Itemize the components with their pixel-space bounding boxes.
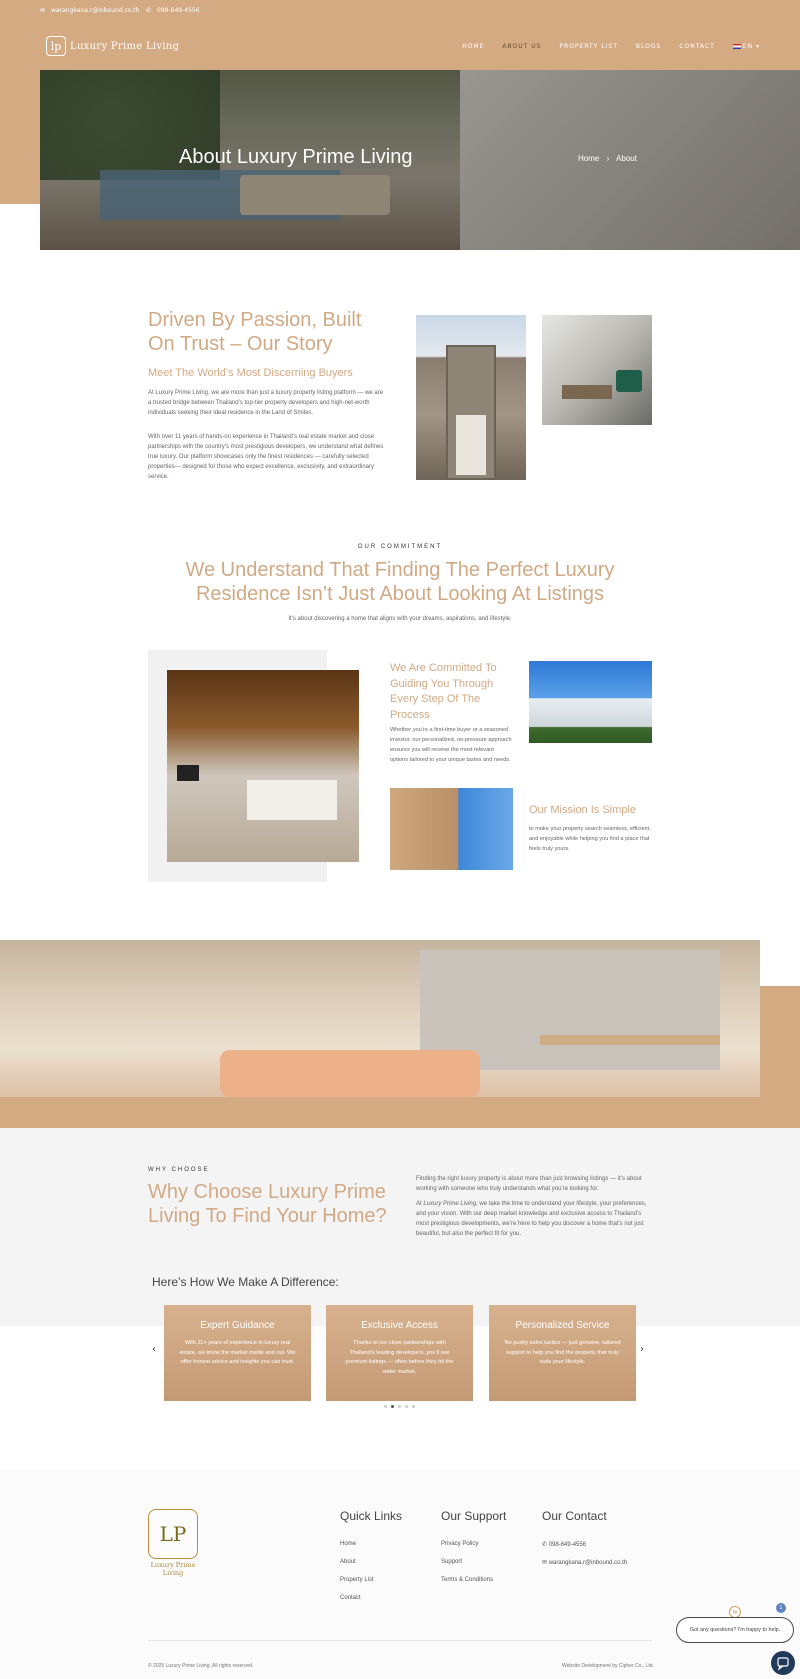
story-paragraph-2: With over 11 years of hands-on experience in Thailand’s real estate market and close partnerships with the country’s most prestigious developers, we understand what defines true luxury. Our platform showcases only the finest residences — carefully selected properties— designed for those who expect excellence, exclusivity, and extraordinary service. xyxy=(148,434,384,480)
why-p2-rest: , we take the time to understand your lifestyle, your preferences, and your vision. With our deep market knowledge and exclusive access to Thailand’s most prestigious developments, we’re here to help you discover a home that’s not just beautiful, but also the perfect fit for you. xyxy=(416,1201,647,1237)
card-text: With 11+ years of experience in luxury real estate, we know the market inside and out. We offer honest advice and insights you can trust. xyxy=(179,1340,296,1366)
card-text: Thanks to our close partnerships with Thailand’s leading developers, you’ll see premium listings — often before they hit the wider market. xyxy=(345,1340,454,1375)
why-eyebrow: WHY CHOOSE xyxy=(148,1167,210,1173)
commitment-block2-title: Our Mission Is Simple xyxy=(529,804,636,816)
why-paragraph-2 xyxy=(416,1199,652,1239)
carousel-next-button[interactable]: › xyxy=(640,1344,644,1355)
nav-property-list[interactable]: PROPERTY LIST xyxy=(559,43,618,50)
chat-prompt[interactable]: Got any questions? I'm happy to help. xyxy=(676,1617,794,1643)
chevron-down-icon: ▾ xyxy=(755,43,760,50)
site-header xyxy=(0,24,800,70)
phone-icon: ✆ xyxy=(146,7,152,14)
commitment-block1-title: We Are Committed To Guiding You Through Every Step Of The Process xyxy=(390,662,497,721)
commitment-eyebrow: OUR COMMITMENT xyxy=(357,544,443,550)
carousel-dot[interactable] xyxy=(398,1405,401,1408)
carousel-dot[interactable] xyxy=(384,1405,387,1408)
decor-block-right xyxy=(760,986,800,1128)
card-title: Expert Guidance xyxy=(200,1320,275,1331)
why-p2-prefix: At xyxy=(416,1201,424,1207)
chat-avatar-icon: lp xyxy=(729,1606,741,1618)
logo-text[interactable]: Luxury Prime Living xyxy=(70,41,180,52)
support-title: Our Support xyxy=(441,1509,507,1523)
footer-phone-text: 098-649-4556 xyxy=(548,1542,587,1548)
language-label: EN xyxy=(742,43,754,50)
nav-blogs[interactable]: BLOGS xyxy=(635,43,662,50)
developer-credit[interactable]: Website Development by Cipher Co., Ltd. xyxy=(562,1663,654,1669)
chat-launcher-button[interactable] xyxy=(771,1651,795,1675)
footer-email[interactable] xyxy=(542,1559,627,1566)
card-exclusive-access xyxy=(326,1305,473,1401)
footer-link-home[interactable]: Home xyxy=(340,1541,357,1547)
story-building-photo xyxy=(416,315,526,480)
hero-overlay xyxy=(40,70,800,250)
breadcrumb-separator: › xyxy=(606,154,610,163)
breadcrumb-home[interactable]: Home xyxy=(578,154,600,163)
topbar-phone-text: 098-649-4556 xyxy=(157,7,200,14)
story-living-room-photo xyxy=(542,315,652,425)
bedroom-photo xyxy=(167,670,359,862)
carousel-dot[interactable] xyxy=(405,1405,408,1408)
carousel-dot[interactable] xyxy=(412,1405,415,1408)
footer-logo-line2: Living xyxy=(162,1569,184,1577)
top-bar xyxy=(0,0,800,24)
why-paragraph-1: Finding the right luxury property is about more than just browsing listings — it’s about working with someone who truly understands what you’re looking for. xyxy=(416,1176,642,1192)
footer-phone[interactable] xyxy=(542,1541,586,1548)
footer-logo-icon[interactable]: LP xyxy=(148,1509,198,1559)
carousel-dots xyxy=(384,1405,415,1408)
card-title: Exclusive Access xyxy=(361,1320,438,1331)
nav-about-us[interactable]: ABOUT US xyxy=(502,43,542,50)
main-nav xyxy=(462,43,760,50)
carousel-prev-button[interactable]: ‹ xyxy=(152,1344,156,1355)
footer-link-property-list[interactable]: Property List xyxy=(340,1577,374,1583)
difference-title: Here’s How We Make A Difference: xyxy=(152,1275,339,1289)
decor-block-bottom xyxy=(0,1097,760,1128)
story-title xyxy=(148,308,388,356)
story-title-line2: On Trust – Our Story xyxy=(148,333,333,355)
breadcrumb-current: About xyxy=(616,154,637,163)
nav-contact[interactable]: CONTACT xyxy=(679,43,715,50)
commitment-block1-text: Whether you’re a first-time buyer or a seasoned investor, our personalized, no-pressure approach ensures you will receive the most relevant options tailored to your unique tastes and needs. xyxy=(390,727,512,763)
topbar-phone[interactable] xyxy=(146,7,200,14)
footer-link-contact[interactable]: Contact xyxy=(340,1595,361,1601)
footer-link-about[interactable]: About xyxy=(340,1559,356,1565)
footer-link-support[interactable]: Support xyxy=(441,1559,463,1565)
why-p2-brand: Luxury Prime Living xyxy=(423,1201,477,1207)
breadcrumb xyxy=(578,154,637,163)
card-personalized-service xyxy=(489,1305,636,1401)
card-title: Personalized Service xyxy=(515,1320,610,1331)
language-selector[interactable] xyxy=(733,43,760,50)
footer-email-text: warangkana.r@inbound.co.th xyxy=(548,1560,628,1566)
topbar-email-text: warangkana.r@inbound.co.th xyxy=(51,7,140,14)
envelope-icon: ✉ xyxy=(542,1560,548,1566)
footer xyxy=(0,1470,800,1679)
footer-link-terms[interactable]: Terms & Conditions xyxy=(441,1577,494,1583)
apartment-photo-2 xyxy=(390,788,513,870)
commitment-subtitle: It’s about discovering a home that aligns with your dreams, aspirations, and lifestyle. xyxy=(288,616,512,622)
chat-icon xyxy=(771,1651,795,1675)
why-title: Why Choose Luxury Prime Living To Find Your Home? xyxy=(148,1181,387,1227)
footer-divider xyxy=(148,1640,652,1641)
card-text: No pushy sales tactics — just genuine, tailored support to help you find the property that truly suits your lifestyle. xyxy=(504,1340,621,1366)
copyright: © 2025 Luxury Prime Living. All rights reserved. xyxy=(148,1663,254,1669)
footer-link-privacy[interactable]: Privacy Policy xyxy=(441,1541,479,1547)
envelope-icon: ✉ xyxy=(40,7,46,14)
footer-logo-line1: Luxury Prime xyxy=(150,1561,196,1569)
topbar-email[interactable] xyxy=(40,7,139,14)
story-title-line1: Driven By Passion, Built xyxy=(148,309,362,331)
contact-title: Our Contact xyxy=(542,1509,607,1523)
interior-banner xyxy=(0,940,760,1097)
apartment-photo-1 xyxy=(529,661,652,743)
commitment-title: We Understand That Finding The Perfect Luxury Residence Isn’t Just About Looking At Listings xyxy=(185,559,615,605)
story-subtitle: Meet The World’s Most Discerning Buyers xyxy=(148,367,353,379)
decor-block xyxy=(0,70,40,204)
commitment-block2-text: to make your property search seamless, efficient, and enjoyable while helping you find a place that feels truly yours. xyxy=(529,826,651,852)
hero-image xyxy=(40,70,800,250)
story-paragraph-1: At Luxury Prime Living, we are more than just a luxury property listing platform — we are a trusted bridge between Thailand’s top-tier property developers and high-net-worth individuals seeking their ideal residence in the Land of Smiles. xyxy=(148,390,384,416)
logo-icon[interactable]: lp xyxy=(46,36,66,56)
chat-badge: 1 xyxy=(776,1603,786,1613)
page-title: About Luxury Prime Living xyxy=(179,146,413,168)
card-expert-guidance xyxy=(164,1305,311,1401)
quick-links-title: Quick Links xyxy=(340,1509,403,1523)
banner-overlay xyxy=(0,940,760,1097)
uk-flag-icon xyxy=(733,44,741,49)
nav-home[interactable]: HOME xyxy=(462,43,485,50)
why-section-bg xyxy=(0,1128,800,1326)
carousel-dot-active[interactable] xyxy=(391,1405,394,1408)
phone-icon: ✆ xyxy=(542,1542,548,1548)
footer-logo-text xyxy=(142,1561,204,1577)
